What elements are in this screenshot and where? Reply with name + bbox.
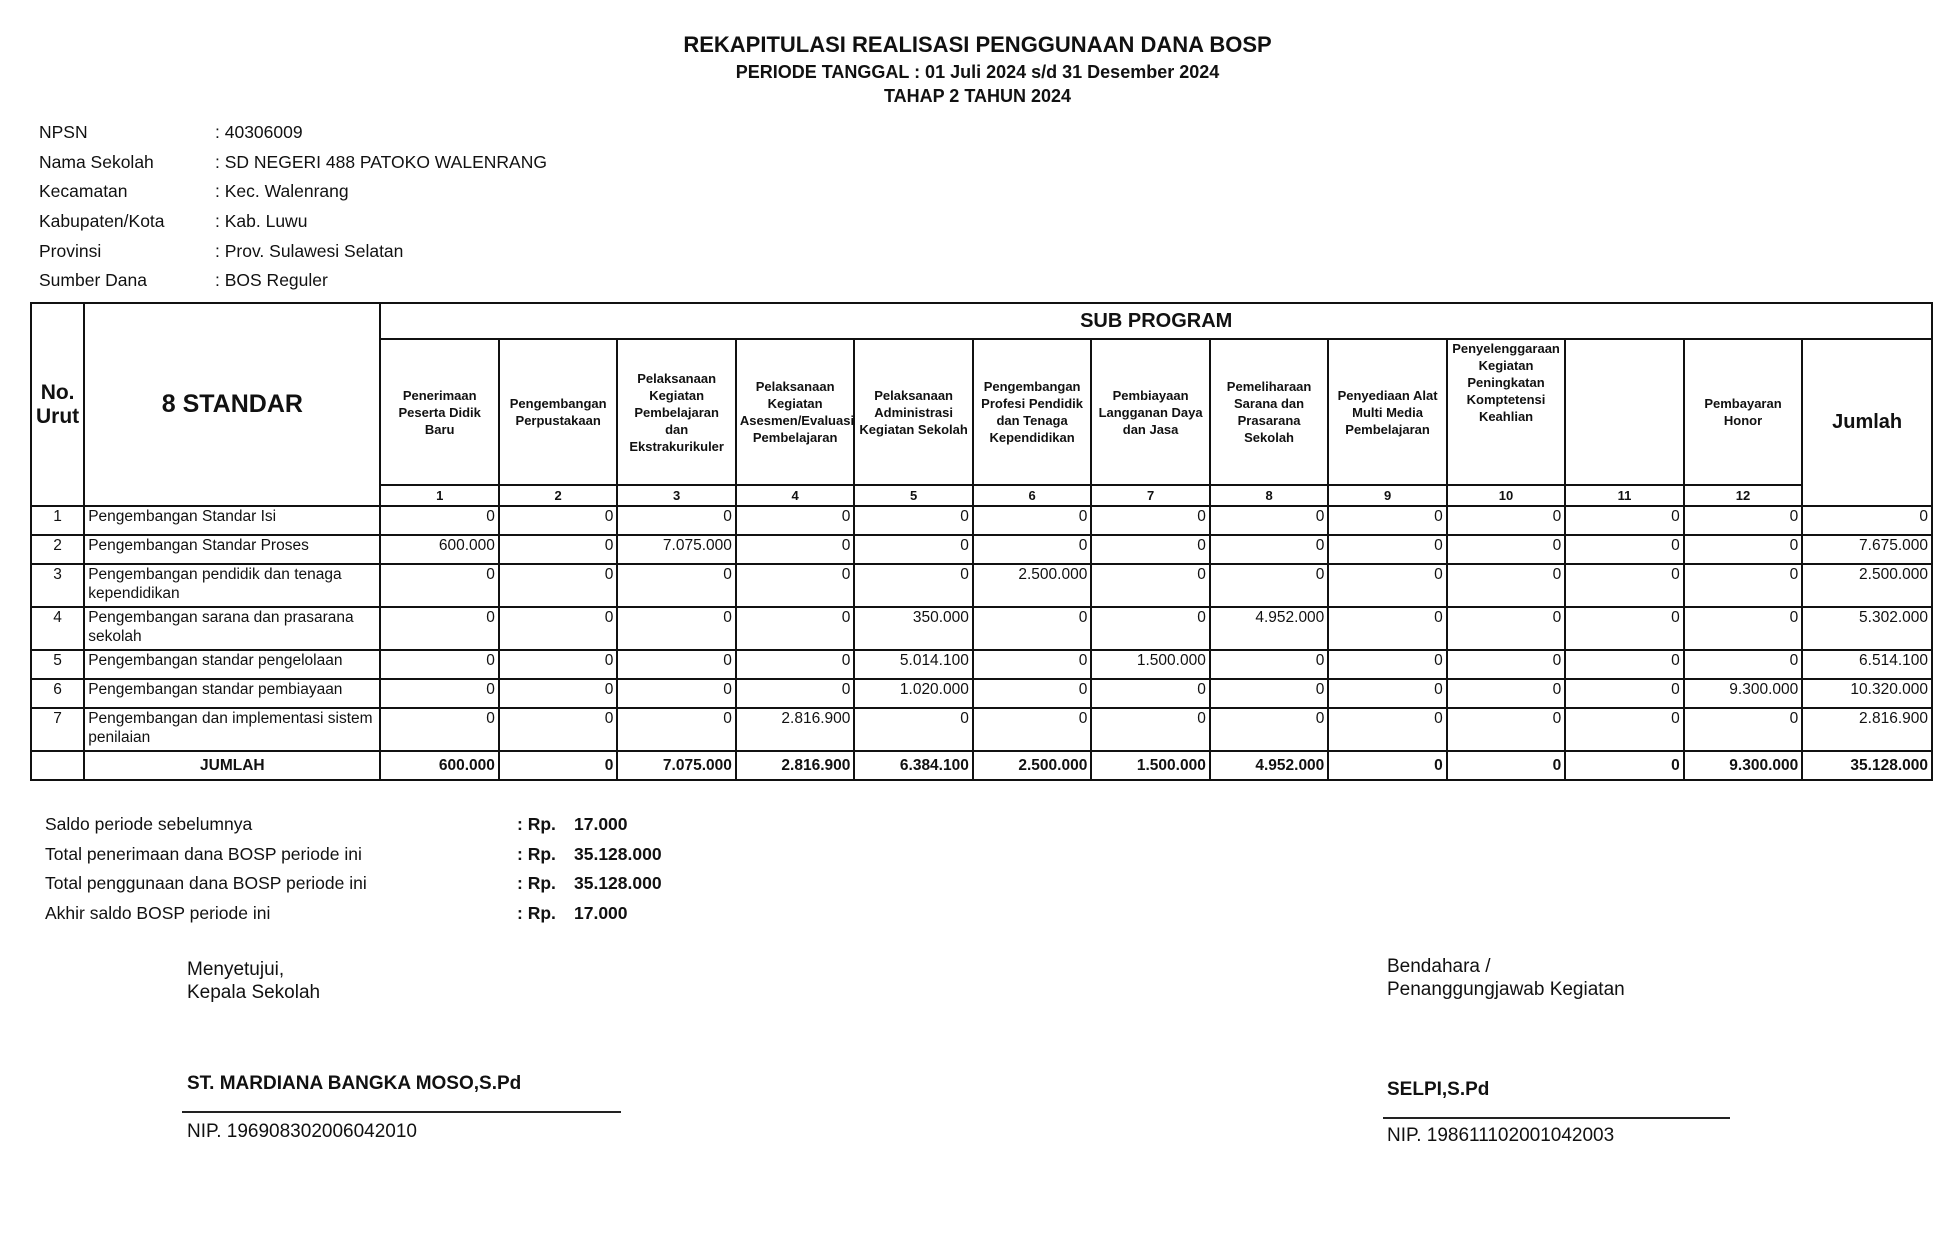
- row-value: 1.500.000: [1091, 650, 1209, 679]
- header-total: Jumlah: [1802, 339, 1932, 506]
- header-subprogram-7: Pembiayaan Langganan Daya dan Jasa: [1091, 339, 1209, 485]
- row-value: 0: [380, 679, 498, 708]
- header-subprogram-12: Pembayaran Honor: [1684, 339, 1802, 485]
- header-num-10: 10: [1447, 485, 1565, 506]
- header-num-1: 1: [380, 485, 498, 506]
- table-row: [31, 564, 1932, 607]
- row-value: 0: [617, 679, 735, 708]
- row-value: 0: [1091, 506, 1209, 535]
- header-sub-program: SUB PROGRAM: [380, 303, 1932, 339]
- row-value: 0: [854, 708, 972, 751]
- row-value: 0: [1210, 535, 1328, 564]
- table-row: [31, 607, 1932, 650]
- info-fund-source: [39, 270, 547, 300]
- info-school-name: [39, 152, 547, 182]
- row-value: 0: [1684, 708, 1802, 751]
- total-row-value: 2.500.000: [973, 751, 1091, 780]
- table-total-row: [31, 751, 1932, 780]
- row-value: 0: [1328, 607, 1446, 650]
- header-subprogram-4: Pelaksanaan Kegiatan Asesmen/Evaluasi Pembelajaran: [736, 339, 854, 485]
- signature-right-heading: [1387, 955, 1625, 1001]
- header-num-2: 2: [499, 485, 617, 506]
- table-body: [31, 506, 1932, 780]
- row-value: 7.075.000: [617, 535, 735, 564]
- signature-right-name: SELPI,S.Pd: [1387, 1079, 1490, 1100]
- row-total: 2.500.000: [1802, 564, 1932, 607]
- row-value: 0: [617, 607, 735, 650]
- row-value: 0: [1684, 607, 1802, 650]
- table-row: [31, 679, 1932, 708]
- row-value: 0: [617, 708, 735, 751]
- row-value: 5.014.100: [854, 650, 972, 679]
- row-value: 0: [1091, 564, 1209, 607]
- total-row-value: 600.000: [380, 751, 498, 780]
- row-value: 4.952.000: [1210, 607, 1328, 650]
- row-value: 0: [854, 564, 972, 607]
- total-row-value: 9.300.000: [1684, 751, 1802, 780]
- info-value: : 40306009: [215, 122, 303, 152]
- row-number: 5: [31, 650, 84, 679]
- row-value: 0: [499, 506, 617, 535]
- total-row-value: 4.952.000: [1210, 751, 1328, 780]
- row-value: 0: [499, 564, 617, 607]
- row-value: 0: [1328, 679, 1446, 708]
- row-value: 0: [1565, 679, 1683, 708]
- summary-row: [45, 814, 662, 844]
- signature-left-line2: Kepala Sekolah: [187, 982, 321, 1003]
- row-number: 7: [31, 708, 84, 751]
- summary-label: Total penggunaan dana BOSP periode ini: [45, 873, 367, 894]
- row-standard: Pengembangan Standar Proses: [84, 535, 380, 564]
- total-row-grand-total: 35.128.000: [1802, 751, 1932, 780]
- balance-summary: [45, 814, 662, 932]
- report-title: REKAPITULASI REALISASI PENGGUNAAN DANA BOSP: [683, 32, 1272, 57]
- table-row: [31, 708, 1932, 751]
- signature-right-line: [1383, 1117, 1730, 1119]
- row-standard: Pengembangan Standar Isi: [84, 506, 380, 535]
- info-npsn: [39, 122, 547, 152]
- header-subprogram-11: [1565, 339, 1683, 485]
- row-value: 0: [617, 650, 735, 679]
- header-subprogram-10: Penyelenggaraan Kegiatan Peningkatan Komptetensi Keahlian: [1447, 339, 1565, 485]
- row-value: 0: [1091, 679, 1209, 708]
- row-number: 1: [31, 506, 84, 535]
- row-standard: Pengembangan dan implementasi sistem penilaian: [84, 708, 380, 751]
- signature-left-line: [182, 1111, 621, 1113]
- signature-left-line1: Menyetujui,: [187, 959, 285, 980]
- row-value: 2.500.000: [973, 564, 1091, 607]
- row-value: 0: [1447, 564, 1565, 607]
- row-value: 0: [380, 607, 498, 650]
- row-standard: Pengembangan sarana dan prasarana sekolah: [84, 607, 380, 650]
- info-label: Nama Sekolah: [39, 151, 154, 172]
- row-value: 0: [1328, 564, 1446, 607]
- row-total: 10.320.000: [1802, 679, 1932, 708]
- row-value: 0: [1447, 679, 1565, 708]
- row-value: 0: [1210, 650, 1328, 679]
- header-subprogram-9: Penyediaan Alat Multi Media Pembelajaran: [1328, 339, 1446, 485]
- row-value: 0: [1565, 535, 1683, 564]
- header-subprogram-5: Pelaksanaan Administrasi Kegiatan Sekolah: [854, 339, 972, 485]
- row-value: 0: [380, 564, 498, 607]
- row-value: 0: [736, 564, 854, 607]
- info-province: [39, 241, 547, 271]
- summary-row: [45, 873, 662, 903]
- total-row-value: 0: [1328, 751, 1446, 780]
- row-value: 0: [1684, 535, 1802, 564]
- row-value: 0: [1210, 564, 1328, 607]
- row-value: 0: [617, 564, 735, 607]
- info-district: [39, 181, 547, 211]
- total-row-value: 7.075.000: [617, 751, 735, 780]
- row-value: 0: [736, 607, 854, 650]
- row-value: 0: [973, 650, 1091, 679]
- row-value: 0: [973, 679, 1091, 708]
- summary-label: Total penerimaan dana BOSP periode ini: [45, 843, 362, 864]
- row-value: 0: [499, 708, 617, 751]
- row-value: 0: [854, 506, 972, 535]
- header-no-urut: No. Urut: [31, 303, 84, 506]
- row-total: 6.514.100: [1802, 650, 1932, 679]
- row-value: 9.300.000: [1684, 679, 1802, 708]
- summary-prefix: : Rp.: [517, 843, 556, 864]
- row-total: 7.675.000: [1802, 535, 1932, 564]
- row-standard: Pengembangan standar pengelolaan: [84, 650, 380, 679]
- signature-left-heading: [187, 958, 320, 1004]
- row-standard: Pengembangan pendidik dan tenaga kependidikan: [84, 564, 380, 607]
- row-value: 0: [736, 679, 854, 708]
- summary-value: 35.128.000: [574, 843, 662, 864]
- summary-prefix: : Rp.: [517, 814, 556, 834]
- summary-label: Saldo periode sebelumnya: [45, 814, 253, 834]
- info-regency: [39, 211, 547, 241]
- info-label: Kecamatan: [39, 181, 128, 202]
- header-num-4: 4: [736, 485, 854, 506]
- info-value: : SD NEGERI 488 PATOKO WALENRANG: [215, 152, 547, 182]
- header-num-11: 11: [1565, 485, 1683, 506]
- info-label: Sumber Dana: [39, 270, 147, 291]
- header-subprogram-1: Penerimaan Peserta Didik Baru: [380, 339, 498, 485]
- row-value: 0: [1328, 506, 1446, 535]
- row-value: 0: [736, 506, 854, 535]
- table-row: [31, 535, 1932, 564]
- row-value: 0: [1447, 535, 1565, 564]
- school-info: [39, 122, 547, 300]
- row-value: 0: [1091, 535, 1209, 564]
- header-num-3: 3: [617, 485, 735, 506]
- info-value: : BOS Reguler: [215, 270, 328, 300]
- row-value: 0: [1684, 650, 1802, 679]
- row-value: 0: [380, 708, 498, 751]
- row-value: 0: [1565, 607, 1683, 650]
- total-row-value: 0: [499, 751, 617, 780]
- row-value: 0: [499, 679, 617, 708]
- info-label: Kabupaten/Kota: [39, 211, 165, 232]
- row-value: 0: [1328, 708, 1446, 751]
- table-row: [31, 506, 1932, 535]
- row-value: 1.020.000: [854, 679, 972, 708]
- row-value: 0: [1684, 506, 1802, 535]
- signature-right-nip: NIP. 198611102001042003: [1387, 1125, 1615, 1146]
- signature-right-line1: Bendahara /: [1387, 956, 1491, 977]
- row-value: 600.000: [380, 535, 498, 564]
- signature-left-name: ST. MARDIANA BANGKA MOSO,S.Pd: [187, 1073, 522, 1094]
- row-total: 2.816.900: [1802, 708, 1932, 751]
- row-value: 0: [973, 535, 1091, 564]
- summary-label: Akhir saldo BOSP periode ini: [45, 902, 271, 923]
- signature-right-line2: Penanggungjawab Kegiatan: [1387, 979, 1625, 1000]
- info-value: : Prov. Sulawesi Selatan: [215, 241, 403, 271]
- row-value: 0: [736, 650, 854, 679]
- row-value: 0: [1328, 650, 1446, 679]
- row-value: 0: [1447, 708, 1565, 751]
- row-value: 0: [854, 535, 972, 564]
- row-value: 0: [1447, 506, 1565, 535]
- row-value: 0: [1684, 564, 1802, 607]
- summary-row: [45, 903, 662, 933]
- header-subprogram-3: Pelaksanaan Kegiatan Pembelajaran dan Ekstrakurikuler: [617, 339, 735, 485]
- header-subprogram-6: Pengembangan Profesi Pendidik dan Tenaga Kependidikan: [973, 339, 1091, 485]
- total-row-value: 1.500.000: [1091, 751, 1209, 780]
- total-row-blank: [31, 751, 84, 780]
- table-row: [31, 650, 1932, 679]
- row-number: 4: [31, 607, 84, 650]
- row-value: 0: [1447, 607, 1565, 650]
- row-value: 0: [973, 708, 1091, 751]
- total-row-value: 2.816.900: [736, 751, 854, 780]
- header-num-12: 12: [1684, 485, 1802, 506]
- info-value: : Kec. Walenrang: [215, 181, 349, 211]
- header-num-5: 5: [854, 485, 972, 506]
- summary-value: 17.000: [574, 902, 628, 923]
- info-label: NPSN: [39, 122, 88, 142]
- report-period: PERIODE TANGGAL : 01 Juli 2024 s/d 31 Desember 2024: [735, 62, 1220, 82]
- row-value: 0: [1565, 506, 1683, 535]
- row-value: 0: [973, 607, 1091, 650]
- signature-left-nip: NIP. 196908302006042010: [187, 1121, 417, 1142]
- row-number: 3: [31, 564, 84, 607]
- row-value: 0: [973, 506, 1091, 535]
- row-value: 0: [1210, 679, 1328, 708]
- row-number: 6: [31, 679, 84, 708]
- summary-prefix: : Rp.: [517, 873, 556, 894]
- report-stage: TAHAP 2 TAHUN 2024: [883, 86, 1072, 106]
- row-value: 0: [1565, 564, 1683, 607]
- row-total: 5.302.000: [1802, 607, 1932, 650]
- row-value: 0: [499, 650, 617, 679]
- info-label: Provinsi: [39, 240, 102, 261]
- row-value: 0: [1565, 650, 1683, 679]
- row-value: 0: [499, 535, 617, 564]
- row-value: 2.816.900: [736, 708, 854, 751]
- summary-value: 35.128.000: [574, 873, 662, 894]
- header-num-8: 8: [1210, 485, 1328, 506]
- row-value: 0: [1447, 650, 1565, 679]
- total-row-label: JUMLAH: [84, 751, 380, 780]
- total-row-value: 0: [1565, 751, 1683, 780]
- row-total: 0: [1802, 506, 1932, 535]
- row-value: 0: [1210, 708, 1328, 751]
- summary-prefix: : Rp.: [517, 902, 556, 923]
- row-value: 0: [736, 535, 854, 564]
- row-value: 350.000: [854, 607, 972, 650]
- header-standard: 8 STANDAR: [84, 303, 380, 506]
- total-row-value: 0: [1447, 751, 1565, 780]
- row-value: 0: [1091, 708, 1209, 751]
- row-value: 0: [1210, 506, 1328, 535]
- header-num-7: 7: [1091, 485, 1209, 506]
- header-subprogram-2: Pengembangan Perpustakaan: [499, 339, 617, 485]
- row-standard: Pengembangan standar pembiayaan: [84, 679, 380, 708]
- header-num-9: 9: [1328, 485, 1446, 506]
- row-number: 2: [31, 535, 84, 564]
- total-row-value: 6.384.100: [854, 751, 972, 780]
- row-value: 0: [1565, 708, 1683, 751]
- row-value: 0: [617, 506, 735, 535]
- row-value: 0: [1328, 535, 1446, 564]
- header-subprogram-8: Pemeliharaan Sarana dan Prasarana Sekolah: [1210, 339, 1328, 485]
- summary-row: [45, 844, 662, 874]
- row-value: 0: [499, 607, 617, 650]
- row-value: 0: [380, 506, 498, 535]
- row-value: 0: [1091, 607, 1209, 650]
- info-value: : Kab. Luwu: [215, 211, 307, 241]
- summary-value: 17.000: [574, 814, 628, 834]
- recap-table: [30, 302, 1933, 781]
- header-num-6: 6: [973, 485, 1091, 506]
- row-value: 0: [380, 650, 498, 679]
